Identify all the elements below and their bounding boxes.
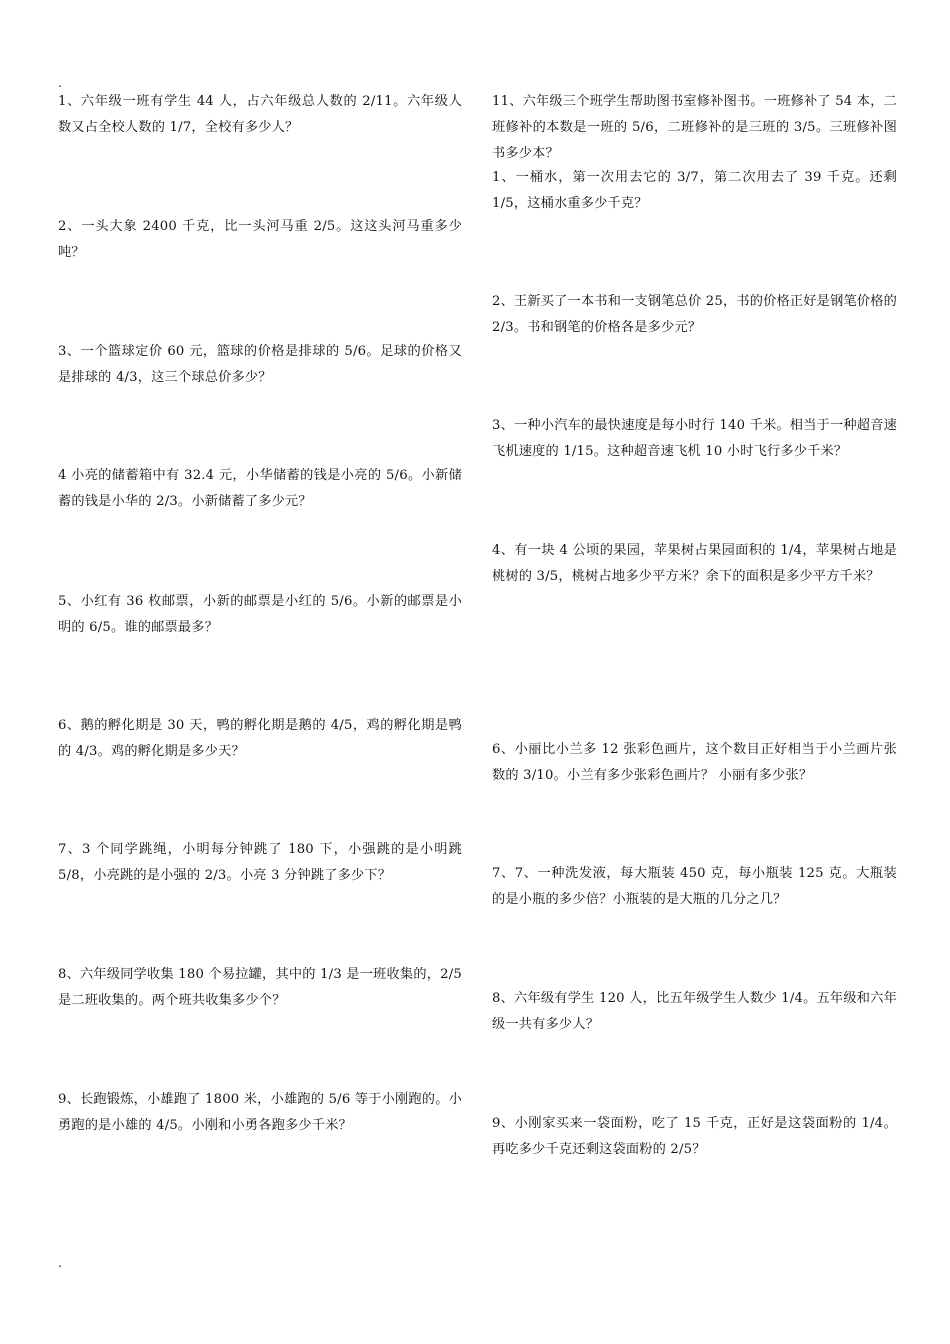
question-left-1: 1、六年级一班有学生 44 人，占六年级总人数的 2/11。六年级人数又占全校人数的 1/7，全校有多少人？ [58,94,462,135]
question-right-4: 4、有一块 4 公顷的果园，苹果树占果园面积的 1/4，苹果树占地是桃树的 3/5，桃树占地多少平方米？余下的面积是多少平方千米？ [492,543,897,584]
question-right-11: 11、六年级三个班学生帮助图书室修补图书。一班修补了 54 本，二班修补的本数是一班的 5/6，二班修补的是三班的 3/5。三班修补图书多少本？ [492,94,897,161]
top-dot: . [58,76,62,90]
question-right-6: 6、小丽比小兰多 12 张彩色画片，这个数目正好相当于小兰画片张数的 3/10。小兰有多少张彩色画片？ 小丽有多少张？ [492,742,897,783]
question-right-8: 8、六年级有学生 120 人，比五年级学生人数少 1/4。五年级和六年级一共有多少人？ [492,991,897,1032]
question-right-7: 7、7、一种洗发液，每大瓶装 450 克，每小瓶装 125 克。大瓶装的是小瓶的多少倍？小瓶装的是大瓶的几分之几？ [492,866,897,907]
question-left-5: 5、小红有 36 枚邮票，小新的邮票是小红的 5/6。小新的邮票是小明的 6/5。谁的邮票最多？ [58,594,462,635]
question-right-3: 3、一种小汽车的最快速度是每小时行 140 千米。相当于一种超音速飞机速度的 1/15。这种超音速飞机 10 小时飞行多少千米？ [492,418,897,459]
question-left-3: 3、一个篮球定价 60 元，篮球的价格是排球的 5/6。足球的价格又是排球的 4/3，这三个球总价多少？ [58,344,462,385]
question-left-6: 6、鹅的孵化期是 30 天，鸭的孵化期是鹅的 4/5，鸡的孵化期是鸭的 4/3。鸡的孵化期是多少天？ [58,718,462,759]
question-left-9: 9、长跑锻炼，小雄跑了 1800 米，小雄跑的 5/6 等于小刚跑的。小勇跑的是小雄的 4/5。小刚和小勇各跑多少千米？ [58,1092,462,1133]
question-left-7: 7、3 个同学跳绳，小明每分钟跳了 180 下，小强跳的是小明跳 5/8，小亮跳的是小强的 2/3。小亮 3 分钟跳了多少下？ [58,842,462,883]
question-right-2: 2、王新买了一本书和一支钢笔总价 25，书的价格正好是钢笔价格的 2/3。书和钢笔的价格各是多少元？ [492,294,898,335]
question-left-2: 2、一头大象 2400 千克，比一头河马重 2/5。这这头河马重多少吨？ [58,219,462,260]
question-left-8: 8、六年级同学收集 180 个易拉罐，其中的 1/3 是一班收集的，2/5 是二班收集的。两个班共收集多少个？ [58,967,462,1008]
bottom-dot: . [58,1256,62,1270]
question-left-4: 4 小亮的储蓄箱中有 32.4 元，小华储蓄的钱是小亮的 5/6。小新储蓄的钱是小华的 2/3。小新储蓄了多少元？ [58,468,462,509]
question-right-9: 9、小刚家买来一袋面粉，吃了 15 千克，正好是这袋面粉的 1/4。再吃多少千克还剩这袋面粉的 2/5？ [492,1116,897,1157]
question-right-1: 1、一桶水，第一次用去它的 3/7，第二次用去了 39 千克。还剩 1/5，这桶水重多少千克？ [492,170,897,211]
